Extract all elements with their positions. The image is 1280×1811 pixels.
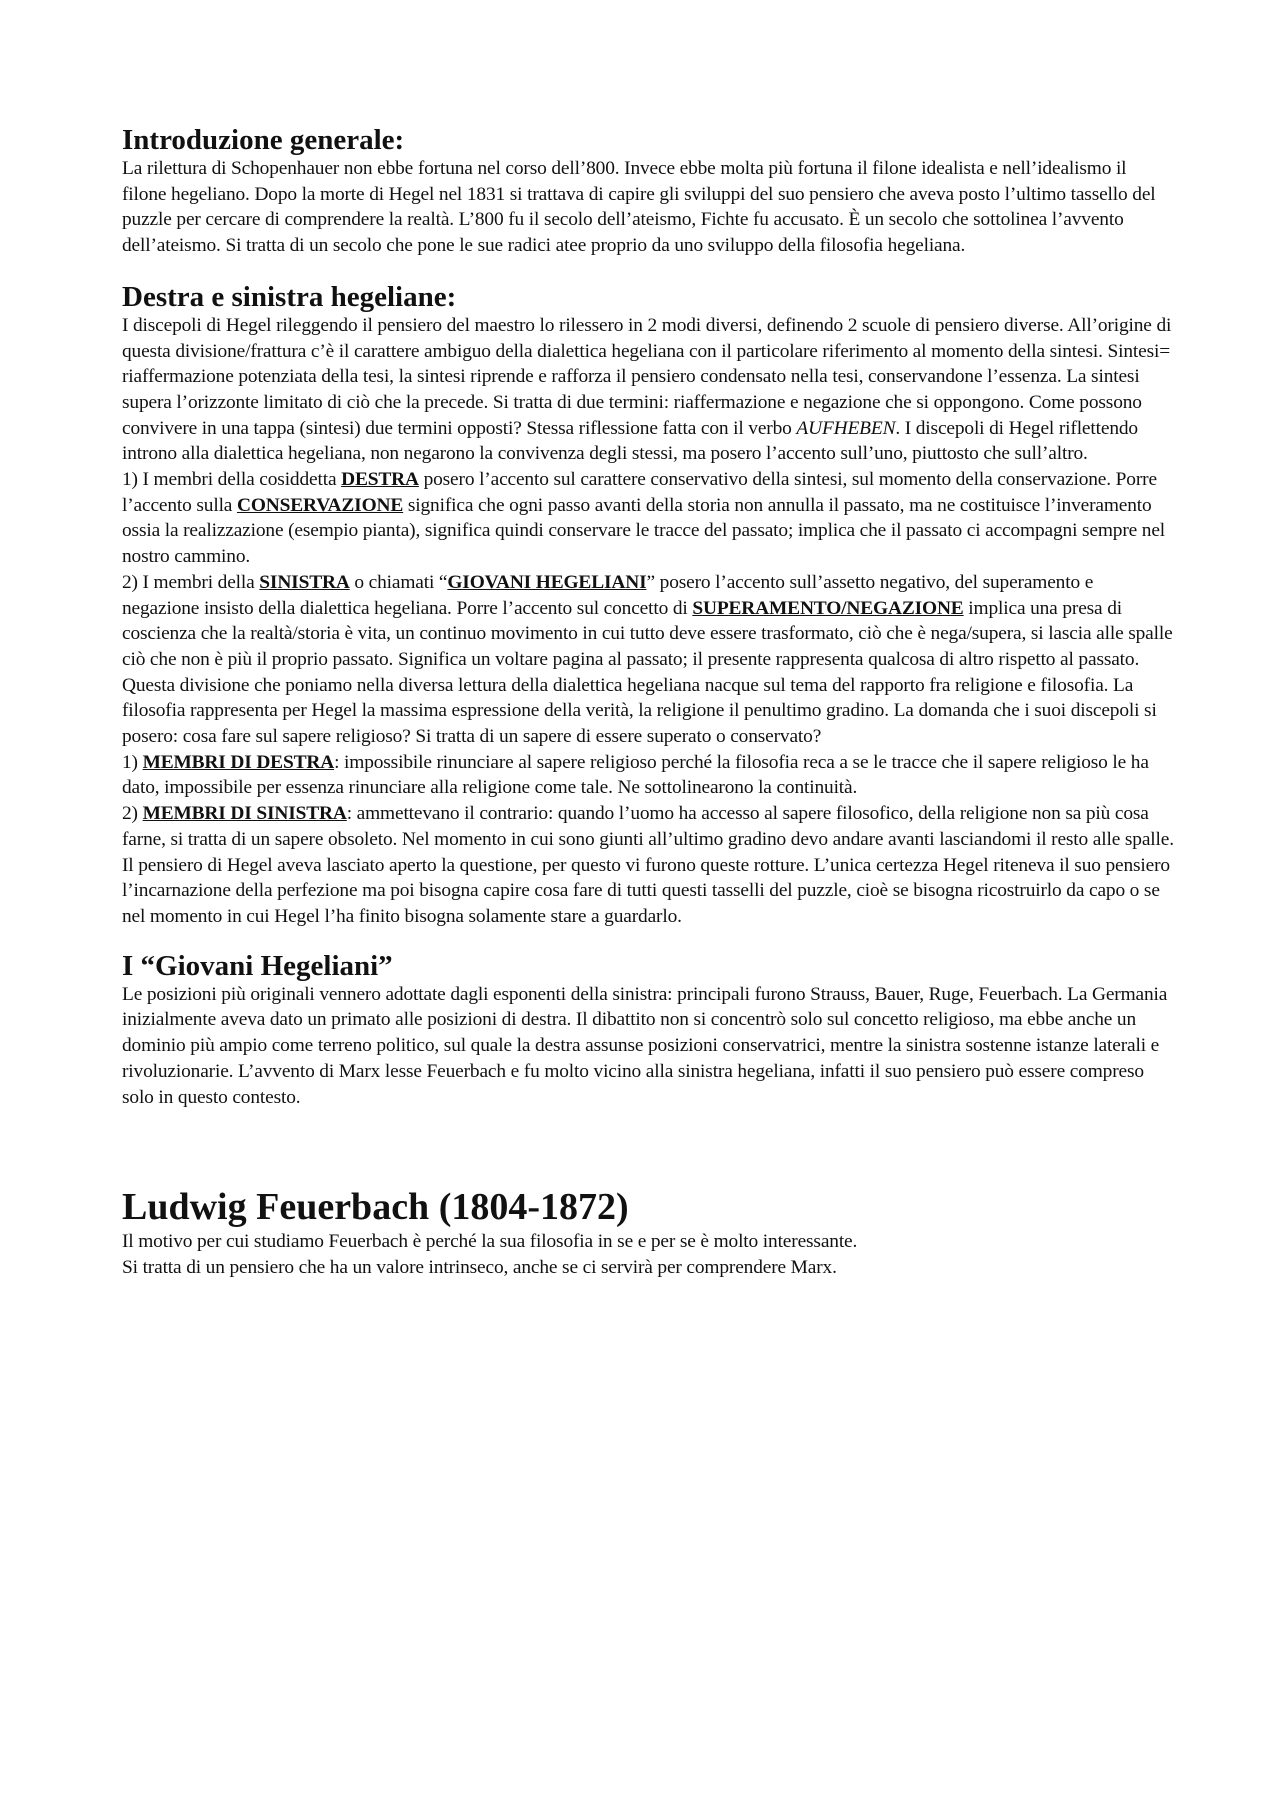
emphasis-sinistra: SINISTRA: [259, 571, 350, 593]
emphasis-giovani-hegeliani: GIOVANI HEGELIANI: [447, 571, 647, 593]
destra-sinistra-paragraph-1: [122, 313, 1174, 467]
text-segment: o chiamati “: [349, 571, 448, 593]
emphasis-membri-sinistra: MEMBRI DI SINISTRA: [142, 803, 347, 825]
text-segment: 2): [122, 803, 143, 825]
emphasis-conservazione: CONSERVAZIONE: [236, 494, 404, 516]
sinistra-paragraph: [122, 570, 1174, 673]
spacer: [122, 930, 1174, 950]
giovani-hegeliani-heading: I “Giovani Hegeliani”: [122, 949, 393, 982]
text-segment: : ammettevano il contrario: quando l’uomo ha accesso al sapere filosofico, della religione non sa più cosa farne, si tratta di un sapere obsoleto. Nel momento in cui sono giunti all’ultimo gradino devo andare avanti lasciandomi il resto alle spalle.: [122, 803, 1174, 850]
feuerbach-heading: Ludwig Feuerbach (1804-1872): [122, 1186, 629, 1229]
italic-term-aufheben: AUFHEBEN: [796, 417, 896, 439]
text-segment: 1) I membri della cosiddetta: [122, 469, 342, 491]
emphasis-superamento-negazione: SUPERAMENTO/NEGAZIONE: [692, 597, 964, 619]
text-segment: significa che ogni passo avanti della storia non annulla il passato, ma ne costituisce l’inveramento ossia la realizzazione (esempio pianta), significa quindi conservare le tracce del passato; implica che il passato ci accompagni sempre nel nostro cammino.: [122, 494, 1166, 568]
feuerbach-line-1: Il motivo per cui studiamo Feuerbach è perché la sua filosofia in se e per se è molto interessante.: [122, 1231, 858, 1253]
text-segment: : impossibile rinunciare al sapere religioso perché la filosofia reca a se le tracce che il sapere religioso le ha dato, impossibile per essenza rinunciare alla religione come tale. Ne sottolinearono la continuità.: [122, 751, 1149, 799]
text-segment: ” posero l’accento sull’assetto negativo, del superamento e negazione insisto della dialettica hegeliana. Porre l’accento sul concetto di: [122, 571, 1094, 619]
emphasis-destra: DESTRA: [341, 469, 419, 491]
spacer: [122, 1110, 1174, 1185]
giovani-hegeliani-paragraph: Le posizioni più originali vennero adottate dagli esponenti della sinistra: principali furono Strauss, Bauer, Ruge, Feuerbach. La Germania inizialmente aveva dato un primato alle posizioni di destra. Il dibattito non si concentrò solo sul concetto religioso, ma ebbe anche un dominio più ampio come terreno politico, sul quale la destra assunse posizioni conservatrici, mentre la sinistra sostenne istanze laterali e rivoluzionarie. L’avvento di Marx lesse Feuerbach e fu molto vicino alla sinistra hegeliana, infatti il suo pensiero può essere compreso solo in questo contesto.: [122, 983, 1168, 1108]
destra-paragraph: [122, 467, 1174, 570]
membri-destra-paragraph: [122, 750, 1174, 801]
membri-sinistra-paragraph: [122, 801, 1174, 852]
religione-filosofia-paragraph: Questa divisione che poniamo nella diversa lettura della dialettica hegeliana nacque sul tema del rapporto fra religione e filosofia. La filosofia rappresenta per Hegel la massima espressione della verità, la religione il penultimo gradino. La domanda che i suoi discepoli si posero: cosa fare sul sapere religioso? Si tratta di un sapere di essere superato o conservato?: [122, 674, 1157, 748]
emphasis-membri-destra: MEMBRI DI DESTRA: [142, 751, 335, 773]
text-segment: implica una presa di coscienza che la realtà/storia è vita, un continuo movimento in cui tutto deve essere trasformato, ciò che è nega/supera, si lascia alle spalle ciò che non è più il proprio passato. Significa un voltare pagina al passato; il presente rappresenta qualcosa di altro rispetto al passato.: [122, 597, 1173, 670]
feuerbach-line-2: Si tratta di un pensiero che ha un valore intrinseco, anche se ci servirà per comprendere Marx.: [122, 1256, 837, 1278]
text-segment: I discepoli di Hegel rileggendo il pensiero del maestro lo rilessero in 2 modi diversi, definendo 2 scuole di pensiero diverse. All’origine di questa divisione/frattura c’è il carattere ambiguo della dialettica hegeliana con il particolare riferimento al momento della sintesi. Sintesi= riaffermazione potenziata della tesi, la sintesi riprende e rafforza il pensiero condensato nella tesi, conservandone l’essenza. La sintesi supera l’orizzonte limitato di ciò che la precede. Si tratta di due termini: riaffermazione e negazione che si oppongono. Come possono convivere in una tappa (sintesi) due termini opposti? Stessa riflessione fatta con il verbo: [122, 314, 1172, 439]
text-segment: 2) I membri della: [122, 571, 260, 593]
conclusione-paragraph: Il pensiero di Hegel aveva lasciato aperto la questione, per questo vi furono queste rotture. L’unica certezza Hegel riteneva il suo pensiero l’incarnazione della perfezione ma poi bisogna capire cosa fare di tutti questi tasselli del puzzle, cioè se bisogna ricostruirlo da capo o se nel momento in cui Hegel l’ha finito bisogna solamente stare a guardarlo.: [122, 854, 1170, 927]
intro-heading: Introduzione generale:: [122, 124, 405, 156]
intro-paragraph: La rilettura di Schopenhauer non ebbe fortuna nel corso dell’800. Invece ebbe molta più fortuna il filone idealista e nell’idealismo il filone hegeliano. Dopo la morte di Hegel nel 1831 si trattava di capire gli sviluppi del suo pensiero che aveva posto l’ultimo tassello del puzzle per cercare di comprendere la realtà. L’800 fu il secolo dell’ateismo, Fichte fu accusato. È un secolo che sottolinea l’avvento dell’ateismo. Si tratta di un secolo che pone le sue radici atee proprio da uno sviluppo della filosofia hegeliana.: [122, 158, 1156, 257]
text-segment: posero l’accento sul carattere conservativo della sintesi, sul momento della conservazione. Porre l’accento sulla: [122, 469, 1157, 516]
text-segment: . I discepoli di Hegel riflettendo introno alla dialettica hegeliana, non negarono la convivenza degli stessi, ma posero l’accento sull’uno, piuttosto che sull’altro.: [122, 417, 1138, 465]
document-page: [122, 124, 1174, 1281]
text-segment: 1): [122, 751, 143, 773]
spacer: [122, 259, 1174, 281]
destra-sinistra-heading: Destra e sinistra hegeliane:: [122, 280, 457, 313]
